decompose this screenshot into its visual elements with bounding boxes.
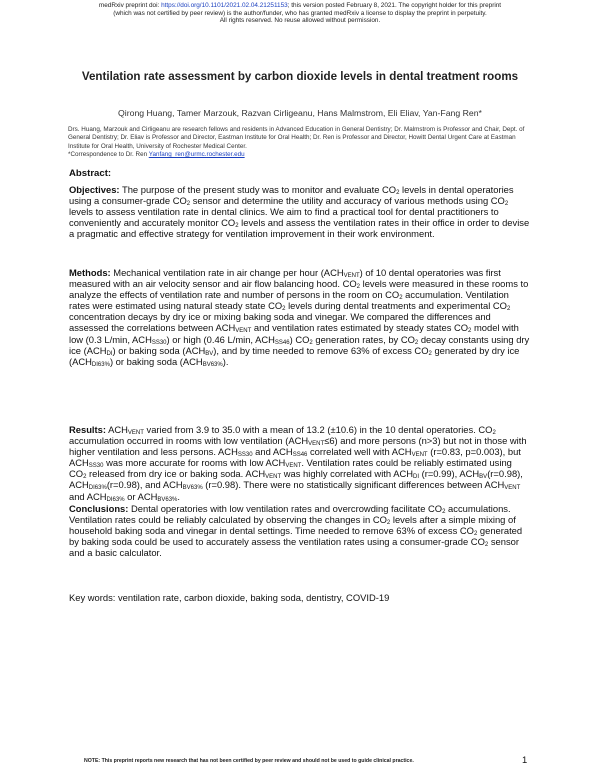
results-label: Results: (69, 424, 106, 435)
author-list: Qirong Huang, Tamer Marzouk, Razvan Cirligeanu, Hans Malmstrom, Eli Eliav, Yan-Fang Ren* (118, 108, 482, 118)
correspondence-email-link[interactable]: Yanfang_ren@urmc.rochester.edu (148, 150, 245, 158)
header-line-1: medRxiv preprint doi: https://doi.org/10.1101/2021.02.04.21251153; this version posted February 8, 2021. The copyright holder for this preprint (98, 2, 502, 9)
methods-paragraph: Methods: Mechanical ventilation rate in air change per hour $(ACH_{VENT})$ of 10 dental operatories was first measured with an air velocity sensor and air flow balancing hood. $CO_2$ levels were measured in these rooms to analyze the effects of ventilation rate and number of persons in the room on $CO_2$ accumulation. Ventilation rates were estimated using natural steady state $CO_2$ levels during dental treatments and experimental $CO_2$ concentration decays by dry ice or mixing baking soda and vinegar. We compared the differences and assessed the correlations between $ACH_{VENT}$ and ventilation rates estimated by steady states $CO_2$ model with low (0.3 L/min, $ACH_{SS30}$) or high (0.46 L/min, $ACH_{SS46}$) $CO_2$ generation rates, by $CO_2$ decay constants using dry ice $(ACH_{DI})$ or baking soda $(ACH_{BV})$, and by time needed to remove 63% of excess $CO_2$ generated by dry ice $(ACH_{DI63\%})$ or baking soda $(ACH_{BV63\%})$. (69, 267, 530, 368)
doi-link[interactable]: https://doi.org/10.1101/2021.02.04.21251153 (161, 2, 288, 9)
header-line-2: (which was not certified by peer review) is the author/funder, who has granted medRxiv a license to display the preprint in perpetuity. (113, 9, 487, 17)
affiliations: Drs. Huang, Marzouk and Cirligeanu are research fellows and residents in Advanced Education in General Dentistry; Dr. Malmstrom is Professor and Chair, Dept. of General Dentistry; Dr. Eliav is Professor and Director, Eastman Institute for Oral Health; Dr. Ren is Professor and Director, Howitt Dental Urgent Care at Eastman Institute for Oral Health, University of Rochester Medical Center. *Correspondence to Dr. Ren Yanfang_ren@urmc.rochester.edu (68, 126, 525, 158)
footer-note: NOTE: This preprint reports new research that has not been certified by peer review and should not be used to guide clinical practice. (84, 758, 414, 764)
objectives-label: Objectives: (69, 184, 120, 195)
preprint-header (0, 2, 600, 25)
conclusions-paragraph: Conclusions: Dental operatories with low ventilation rates and overcrowding facilitate $CO_2$ accumulations. Ventilation rates could be reliably calculated by observing the changes in $CO_2$ levels after a simple mixing of household baking soda and vinegar in dental settings. Time needed to remove 63% of excess $CO_2$ generated by baking soda could be used to accurately assess the ventilation rates using a consumer-grade $CO_2$ sensor and a basic calculator. (69, 503, 523, 559)
paper-title: Ventilation rate assessment by carbon dioxide levels in dental treatment rooms (81, 70, 519, 83)
results-paragraph: Results: $ACH_{VENT}$ varied from 3.9 to 35.0 with a mean of 13.2 (±10.6) in the 10 dental operatories. $CO_2$ accumulation occurred in rooms with low ventilation $(ACH_{VENT}\le 6)$ and more persons (n>3) but not in those with higher ventilation and less persons. $ACH_{SS30}$ and $ACH_{SS46}$ correlated well with $ACH_{VENT}$ (r=0.83, p=0.003), but $ACH_{SS30}$ was more accurate for rooms with low $ACH_{VENT}$. Ventilation rates could be reliably estimated using $CO_2$ released from dry ice or baking soda. $ACH_{VENT}$ was highly correlated with $ACH_{DI}$ (r=0.99), $ACH_{BV}(r=0.98)$, $ACH_{DI63\%}(r=0.98)$, and $ACH_{BV63\%}$ (r=0.98). There were no statistically significant differences between $ACH_{VENT}$ and $ACH_{DI63\%}$ or $ACH_{BV63\%}$. (69, 424, 527, 503)
keywords: Key words: ventilation rate, carbon dioxide, baking soda, dentistry, COVID-19 (69, 592, 390, 603)
abstract-heading: Abstract: (69, 168, 112, 179)
header-line-3: All rights reserved. No reuse allowed without permission. (219, 17, 381, 25)
objectives-paragraph: Objectives: The purpose of the present study was to monitor and evaluate $CO_2$ levels in dental operatories using a consumer-grade $CO_2$ sensor and determine the utility and accuracy of various methods using $CO_2$ levels to assess ventilation rate in dental clinics. We aim to find a practical tool for dental practitioners to conveniently and accurately monitor $CO_2$ levels and assess the ventilation rates in their office in order to devise a pragmatic and effective strategy for ventilation improvement in their work environment. (69, 184, 530, 240)
methods-label: Methods: (69, 267, 111, 278)
conclusions-label: Conclusions: (69, 503, 129, 514)
page-number: 1 (522, 754, 528, 765)
